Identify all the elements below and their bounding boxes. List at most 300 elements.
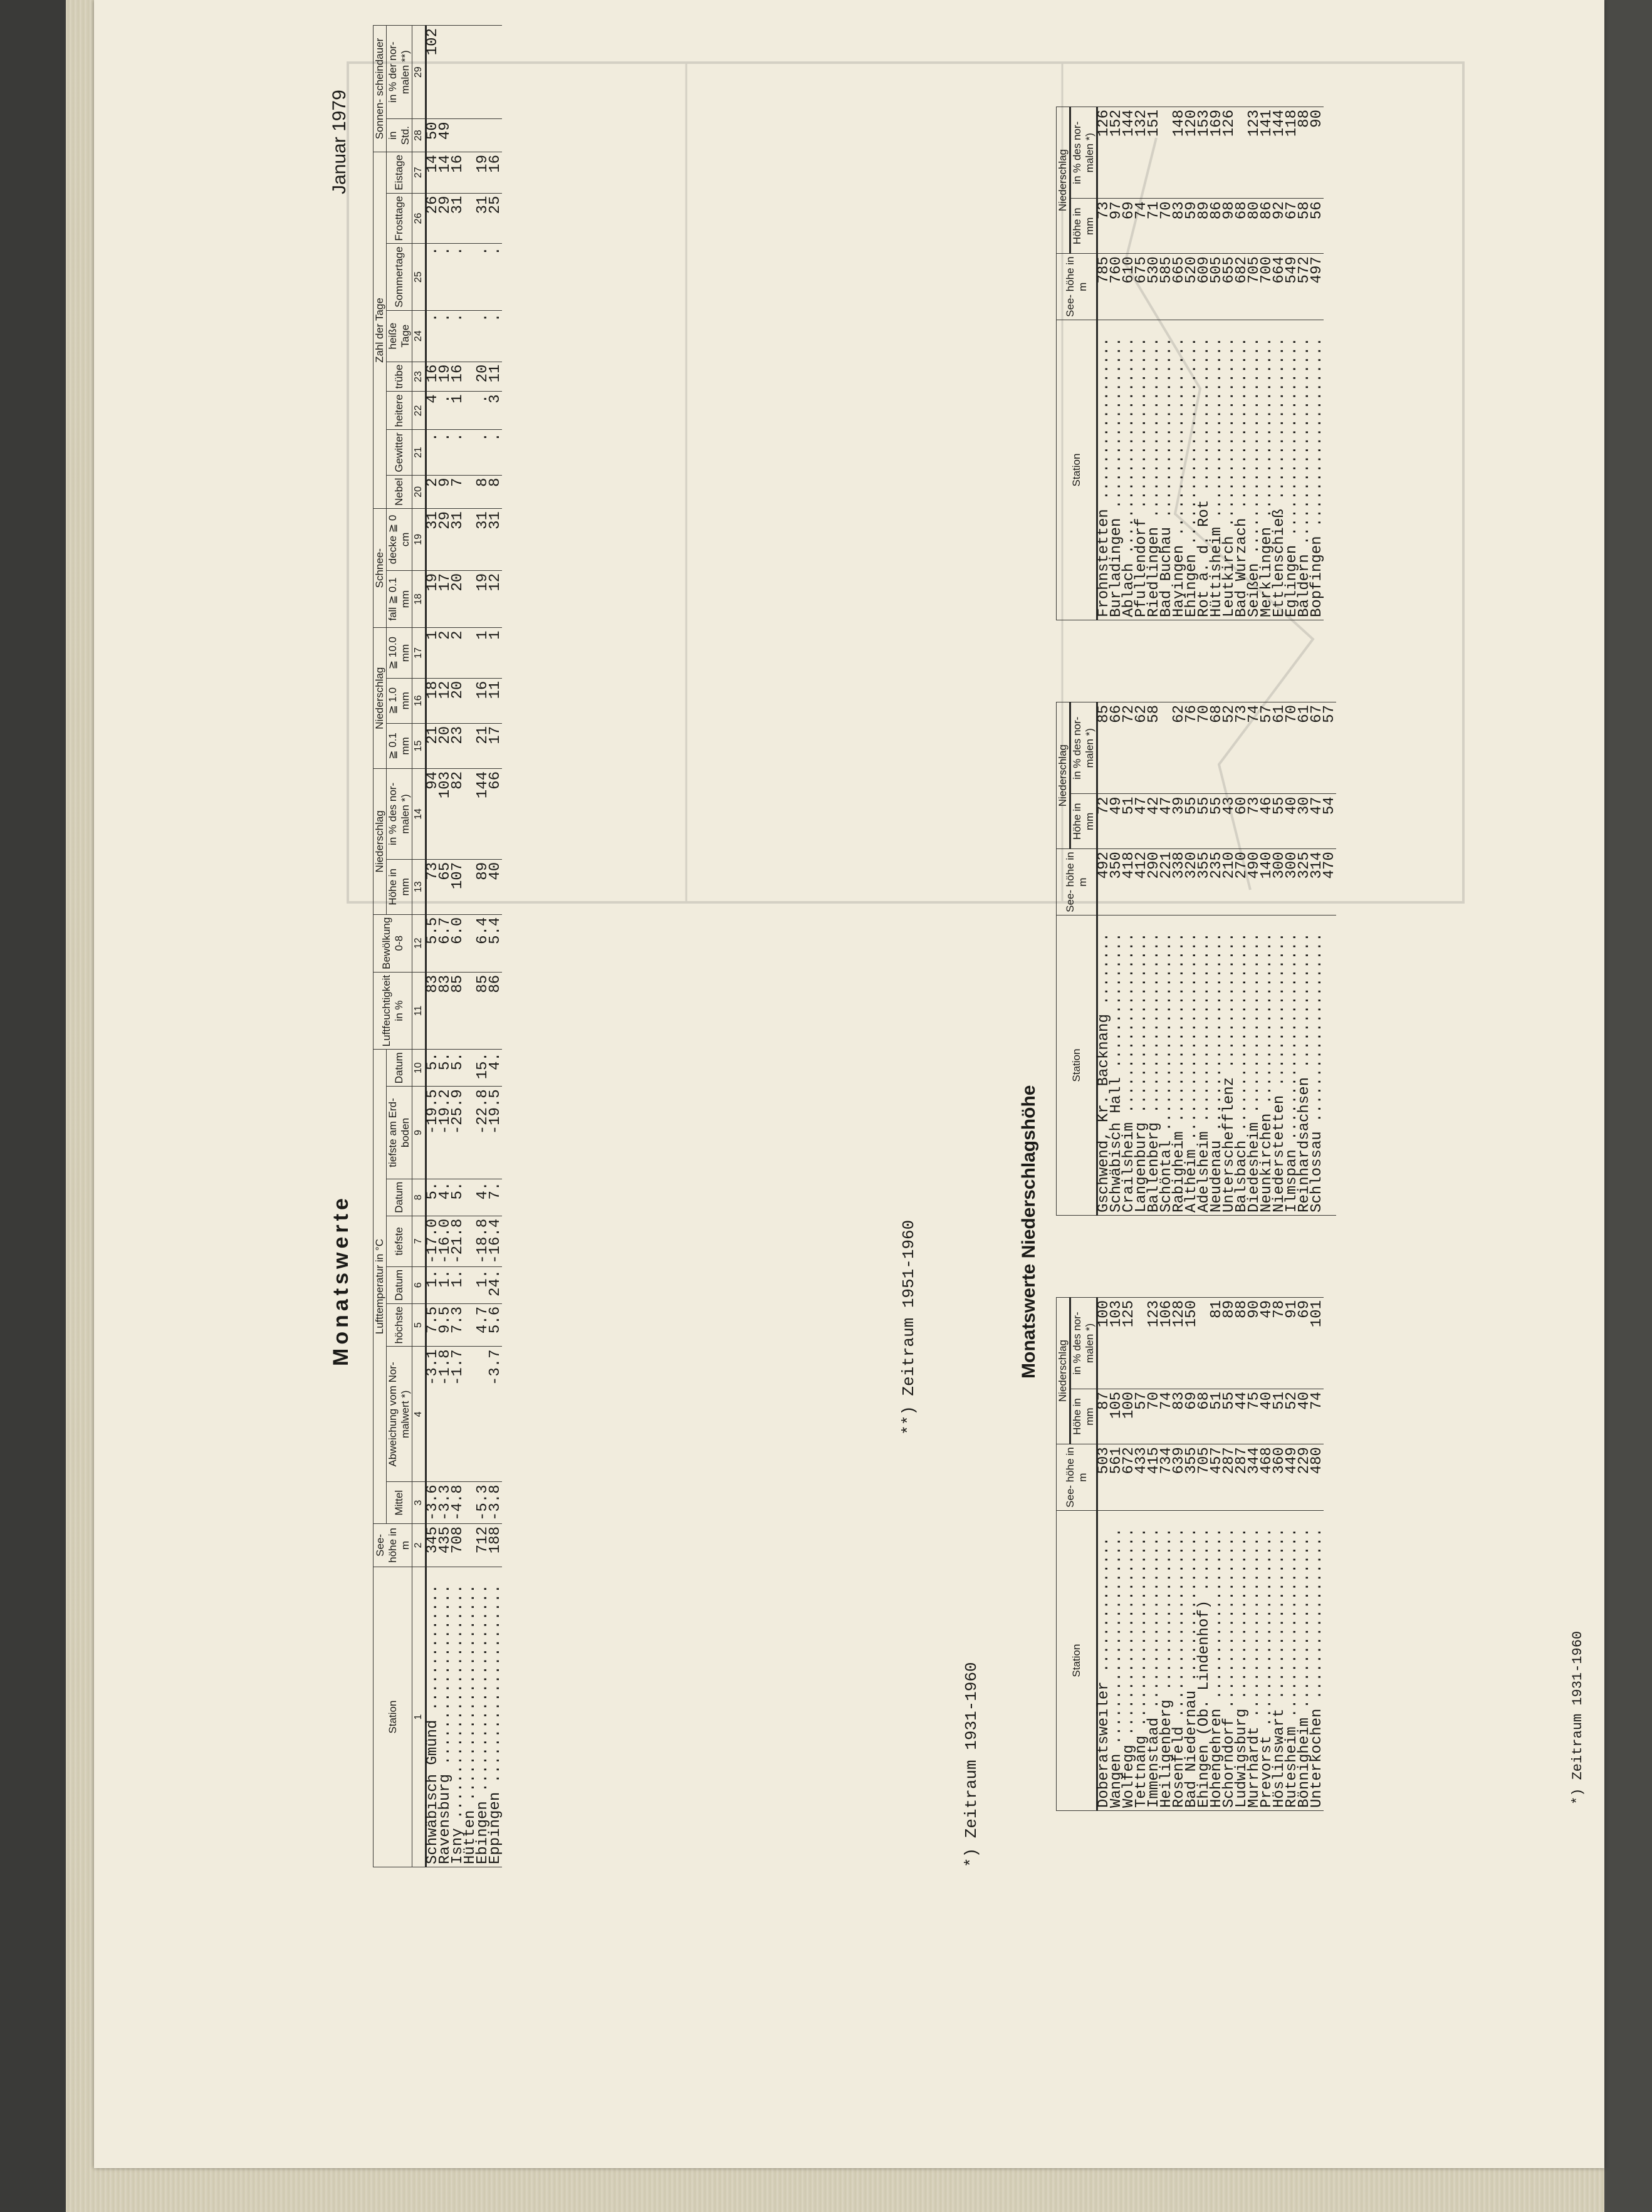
column-number: 22 bbox=[412, 392, 426, 430]
table-cell: 69 bbox=[1186, 1389, 1198, 1444]
table-cell: 59 bbox=[1186, 199, 1198, 254]
table-cell: 25 bbox=[489, 193, 502, 244]
station-name: Hüttisheim .................... bbox=[1211, 320, 1223, 620]
table-cell: 433 bbox=[1136, 1444, 1148, 1511]
table-cell: 5.4 bbox=[489, 914, 502, 972]
table-cell: -22.8 bbox=[477, 1087, 489, 1179]
station-name: Burladingen ................... bbox=[1111, 320, 1123, 620]
table-cell: 4. bbox=[439, 1179, 452, 1216]
column-number: 8 bbox=[412, 1179, 426, 1216]
column-number: 23 bbox=[412, 362, 426, 392]
table-cell: 47 bbox=[1136, 794, 1148, 849]
table-cell: 62 bbox=[1173, 702, 1186, 794]
station-name: Balsbach ...................... bbox=[1236, 916, 1248, 1216]
table-row bbox=[1311, 1298, 1324, 1811]
table-cell: 31 bbox=[489, 509, 502, 571]
p1-th-seehoehe: See- höhe in m bbox=[1057, 1444, 1097, 1511]
table-cell: 490 bbox=[1248, 849, 1261, 916]
th-sonne-prozent: in % der nor- malen **) bbox=[387, 26, 412, 119]
table-cell: 86 bbox=[1261, 199, 1273, 254]
th-datum-2: Datum bbox=[387, 1179, 412, 1216]
table-cell: . bbox=[489, 244, 502, 310]
station-name: Neudenau ...................... bbox=[1211, 916, 1223, 1216]
th-mittel: Mittel bbox=[387, 1482, 412, 1524]
station-name: Schöntal ...................... bbox=[1161, 916, 1173, 1216]
table-cell: 665 bbox=[1173, 254, 1186, 320]
table-cell: 40 bbox=[1299, 1389, 1311, 1444]
table-cell: 144 bbox=[1273, 107, 1286, 199]
table-cell: 734 bbox=[1161, 1444, 1173, 1511]
station-name: Wolfegg ....................... bbox=[1123, 1511, 1136, 1811]
station-name: Tettnang ...................... bbox=[1136, 1511, 1148, 1811]
table-cell: 90 bbox=[1311, 107, 1324, 199]
precipitation-title: Monatswerte Niederschlagshöhe bbox=[1018, 1085, 1039, 1379]
table-cell: 19 bbox=[439, 362, 452, 392]
table-cell: 708 bbox=[452, 1524, 464, 1567]
table-cell: 126 bbox=[1223, 107, 1236, 199]
table-cell: 14 bbox=[426, 152, 440, 193]
table-cell: 42 bbox=[1148, 794, 1161, 849]
table-cell: 705 bbox=[1248, 254, 1261, 320]
table-cell: 682 bbox=[1236, 254, 1248, 320]
table-cell: 290 bbox=[1148, 849, 1161, 916]
th-ge-0-1: ≧ 0.1 mm bbox=[387, 723, 412, 768]
station-name: Eppingen ...................... bbox=[489, 1567, 502, 1867]
table-cell: 83 bbox=[1173, 1389, 1186, 1444]
table-cell: 123 bbox=[1148, 1298, 1161, 1389]
table-cell: . bbox=[489, 430, 502, 475]
table-cell: 70 bbox=[1198, 702, 1211, 794]
table-cell: 55 bbox=[1211, 794, 1223, 849]
table-cell: 74 bbox=[1248, 702, 1261, 794]
table-cell: 31 bbox=[477, 509, 489, 571]
table-cell: 85 bbox=[452, 972, 464, 1049]
table-cell: . bbox=[426, 244, 440, 310]
table-cell: . bbox=[489, 310, 502, 362]
column-number: 21 bbox=[412, 430, 426, 475]
th-datum-3: Datum bbox=[387, 1050, 412, 1087]
table-cell: 89 bbox=[477, 859, 489, 914]
table-cell: 73 bbox=[426, 859, 440, 914]
table-cell: 57 bbox=[1136, 1389, 1148, 1444]
table-cell: 56 bbox=[1311, 199, 1324, 254]
th-heisse-tage: heiße Tage bbox=[387, 310, 412, 362]
th-sommertage: Sommertage bbox=[387, 244, 412, 310]
p1-th-niederschlag: Niederschlag bbox=[1057, 1298, 1070, 1444]
p1-th-station: Station bbox=[1057, 1511, 1097, 1811]
table-cell: 188 bbox=[489, 1524, 502, 1567]
p3-th-prozent: in % des nor- malen *) bbox=[1070, 107, 1097, 199]
table-cell: 19 bbox=[426, 570, 440, 628]
table-cell: . bbox=[477, 244, 489, 310]
table-cell: 66 bbox=[1111, 702, 1123, 794]
table-cell: 1. bbox=[477, 1266, 489, 1303]
footnote-1951-1960: **) Zeitraum 1951-1960 bbox=[899, 1219, 918, 1435]
station-name: Langenburg .................... bbox=[1136, 916, 1148, 1216]
table-cell: 418 bbox=[1123, 849, 1136, 916]
table-cell: 71 bbox=[1148, 199, 1161, 254]
table-cell: 221 bbox=[1161, 849, 1173, 916]
table-cell: -3.6 bbox=[426, 1482, 440, 1524]
table-cell: 55 bbox=[1198, 794, 1211, 849]
table-cell bbox=[464, 26, 477, 119]
column-number: 15 bbox=[412, 723, 426, 768]
table-cell: 7. bbox=[489, 1179, 502, 1216]
table-cell: -3.7 bbox=[489, 1347, 502, 1482]
th-schneefall: fall ≧ 0.1 mm bbox=[387, 570, 412, 628]
table-cell: 360 bbox=[1273, 1444, 1286, 1511]
table-cell: -21.8 bbox=[452, 1216, 464, 1266]
th-tiefste: tiefste bbox=[387, 1216, 412, 1266]
station-name: Ludwigsburg ................... bbox=[1236, 1511, 1248, 1811]
station-name: Altheim ....................... bbox=[1186, 916, 1198, 1216]
station-name: Schorndorf .................... bbox=[1223, 1511, 1236, 1811]
table-cell: . bbox=[452, 310, 464, 362]
table-cell: 46 bbox=[1261, 794, 1273, 849]
table-cell: . bbox=[426, 310, 440, 362]
station-name: Bopfingen ..................... bbox=[1311, 320, 1324, 620]
station-name: Bad Wurzach ................... bbox=[1236, 320, 1248, 620]
precipitation-body-2 bbox=[1097, 702, 1337, 1216]
table-cell: -19.5 bbox=[426, 1087, 440, 1179]
table-cell: 785 bbox=[1097, 254, 1111, 320]
table-cell: 17 bbox=[439, 570, 452, 628]
table-cell bbox=[452, 26, 464, 119]
th-datum-1: Datum bbox=[387, 1266, 412, 1303]
table-cell bbox=[464, 119, 477, 152]
station-name: Schlossau ..................... bbox=[1311, 916, 1324, 1216]
th-hoechste: höchste bbox=[387, 1303, 412, 1347]
table-cell: 70 bbox=[1286, 702, 1299, 794]
table-cell: -17.0 bbox=[426, 1216, 440, 1266]
table-cell: 435 bbox=[439, 1524, 452, 1567]
column-number: 19 bbox=[412, 509, 426, 571]
column-number: 29 bbox=[412, 26, 426, 119]
table-cell: 107 bbox=[452, 859, 464, 914]
table-cell: -3.3 bbox=[439, 1482, 452, 1524]
table-cell: 2 bbox=[439, 628, 452, 678]
column-number: 12 bbox=[412, 914, 426, 972]
table-cell: 19 bbox=[477, 152, 489, 193]
table-cell: 102 bbox=[426, 26, 440, 119]
table-cell: 47 bbox=[1161, 794, 1173, 849]
table-cell: 639 bbox=[1173, 1444, 1186, 1511]
p3-th-seehoehe: See- höhe in m bbox=[1057, 254, 1097, 320]
table-cell: 73 bbox=[1236, 702, 1248, 794]
th-hoehe-mm: Höhe in mm bbox=[387, 859, 412, 914]
table-cell: . bbox=[439, 392, 452, 430]
column-number: 7 bbox=[412, 1216, 426, 1266]
table-cell: 29 bbox=[439, 193, 452, 244]
table-cell: 40 bbox=[489, 859, 502, 914]
station-name: Unterschefflenz ............... bbox=[1223, 916, 1236, 1216]
station-name: Ehingen ....................... bbox=[1186, 320, 1198, 620]
table-cell: 123 bbox=[1248, 107, 1261, 199]
table-cell: 480 bbox=[1311, 1444, 1324, 1511]
station-name: Reinhardsachsen ............... bbox=[1299, 916, 1311, 1216]
table-cell: 58 bbox=[1148, 702, 1161, 794]
table-cell: 67 bbox=[1286, 199, 1299, 254]
th-tiefste-erdboden: tiefste am Erd- boden bbox=[387, 1087, 412, 1179]
table-cell: 19 bbox=[477, 570, 489, 628]
table-cell: 287 bbox=[1236, 1444, 1248, 1511]
station-name: Bönnigheim .................... bbox=[1299, 1511, 1311, 1811]
table-cell: 5. bbox=[452, 1179, 464, 1216]
table-cell: 287 bbox=[1223, 1444, 1236, 1511]
table-cell: 1. bbox=[452, 1266, 464, 1303]
table-cell: 55 bbox=[1223, 1389, 1236, 1444]
table-cell: 549 bbox=[1286, 254, 1299, 320]
column-number: 18 bbox=[412, 570, 426, 628]
table-cell: 561 bbox=[1111, 1444, 1123, 1511]
table-cell: 144 bbox=[1123, 107, 1136, 199]
table-cell: 90 bbox=[1248, 1298, 1261, 1389]
table-cell: 85 bbox=[1097, 702, 1111, 794]
table-cell: 49 bbox=[1111, 794, 1123, 849]
column-number: 16 bbox=[412, 678, 426, 723]
column-number: 28 bbox=[412, 119, 426, 152]
precipitation-table-1 bbox=[1056, 1297, 1324, 1811]
table-cell: 6.4 bbox=[477, 914, 489, 972]
column-number: 3 bbox=[412, 1482, 426, 1524]
th-nebel: Nebel bbox=[387, 475, 412, 508]
table-cell: 91 bbox=[1286, 1298, 1299, 1389]
table-cell bbox=[439, 26, 452, 119]
column-number: 26 bbox=[412, 193, 426, 244]
table-cell: 86 bbox=[1211, 199, 1223, 254]
table-cell: 31 bbox=[426, 509, 440, 571]
station-name: Bad Niedernau ................. bbox=[1186, 1511, 1198, 1811]
th-prozent-normal: in % des nor- malen *) bbox=[387, 769, 412, 860]
table-cell: 40 bbox=[1261, 1389, 1273, 1444]
scanner-right-margin bbox=[1604, 0, 1652, 2212]
table-cell: 23 bbox=[452, 723, 464, 768]
table-cell: 12 bbox=[489, 570, 502, 628]
station-name: Prevorst ...................... bbox=[1261, 1511, 1273, 1811]
table-cell: 449 bbox=[1286, 1444, 1299, 1511]
table-cell: 6.7 bbox=[439, 914, 452, 972]
table-cell: 78 bbox=[1273, 1298, 1286, 1389]
th-sonne-std: in Std. bbox=[387, 119, 412, 152]
table-cell: 229 bbox=[1299, 1444, 1311, 1511]
station-name: Rot a. d. Rot ................. bbox=[1198, 320, 1211, 620]
th-ge-1-0: ≧ 1.0 mm bbox=[387, 678, 412, 723]
table-cell: 314 bbox=[1311, 849, 1324, 916]
table-cell: 18 bbox=[426, 678, 440, 723]
table-cell: 73 bbox=[1248, 794, 1261, 849]
table-cell: 492 bbox=[1097, 849, 1111, 916]
table-cell bbox=[452, 119, 464, 152]
table-cell: 712 bbox=[477, 1524, 489, 1567]
table-cell: 655 bbox=[1223, 254, 1236, 320]
station-name: Ravensburg .................... bbox=[439, 1567, 452, 1867]
table-cell: 103 bbox=[1111, 1298, 1123, 1389]
station-name: Schwäbisch Gmünd .............. bbox=[426, 1567, 440, 1867]
footnote-precipitation: *) Zeitraum 1931-1960 bbox=[1570, 1630, 1586, 1805]
table-cell: 92 bbox=[1273, 199, 1286, 254]
column-number: 20 bbox=[412, 475, 426, 508]
table-cell: 52 bbox=[1286, 1389, 1299, 1444]
table-cell: 29 bbox=[439, 509, 452, 571]
th-eistage: Eistage bbox=[387, 152, 412, 193]
column-number: 10 bbox=[412, 1050, 426, 1087]
precipitation-body-1 bbox=[1097, 1298, 1324, 1811]
table-cell: 338 bbox=[1173, 849, 1186, 916]
table-cell: 105 bbox=[1111, 1389, 1123, 1444]
column-number: 17 bbox=[412, 628, 426, 678]
station-name: Ablach ........................ bbox=[1123, 320, 1136, 620]
th-niederschlag: Niederschlag bbox=[374, 769, 387, 915]
table-row bbox=[1311, 702, 1324, 1216]
table-cell: 530 bbox=[1148, 254, 1161, 320]
table-cell: 9.5 bbox=[439, 1303, 452, 1347]
table-cell: -16.4 bbox=[489, 1216, 502, 1266]
table-row bbox=[1311, 107, 1324, 620]
table-cell: 52 bbox=[1223, 702, 1236, 794]
table-cell: 58 bbox=[1299, 199, 1311, 254]
th-bewoelkung: Bewölkung 0-8 bbox=[374, 914, 412, 972]
table-cell: 51 bbox=[1211, 1389, 1223, 1444]
table-cell: 49 bbox=[439, 119, 452, 152]
table-cell: 94 bbox=[426, 769, 440, 860]
station-name: Baldern ....................... bbox=[1299, 320, 1311, 620]
table-cell: 4. bbox=[489, 1050, 502, 1087]
table-cell: 73 bbox=[1097, 199, 1111, 254]
table-cell: 26 bbox=[426, 193, 440, 244]
station-name: Ballenberg .................... bbox=[1148, 916, 1161, 1216]
column-number: 25 bbox=[412, 244, 426, 310]
station-name bbox=[1324, 916, 1336, 1216]
column-number: 24 bbox=[412, 310, 426, 362]
table-cell: -16.0 bbox=[439, 1216, 452, 1266]
table-cell: 585 bbox=[1161, 254, 1173, 320]
table-cell: 15. bbox=[477, 1050, 489, 1087]
table-cell: 100 bbox=[1123, 1389, 1136, 1444]
table-cell: 1 bbox=[477, 628, 489, 678]
table-cell: 1 bbox=[452, 392, 464, 430]
table-cell: 43 bbox=[1223, 794, 1236, 849]
table-cell: 355 bbox=[1198, 849, 1211, 916]
table-cell: 55 bbox=[1186, 794, 1198, 849]
station-name: Ilmspan ....................... bbox=[1286, 916, 1299, 1216]
table-cell: 98 bbox=[1223, 199, 1236, 254]
table-cell: 82 bbox=[452, 769, 464, 860]
column-number: 11 bbox=[412, 972, 426, 1049]
table-cell: 66 bbox=[489, 769, 502, 860]
table-cell: 67 bbox=[1311, 702, 1324, 794]
table-cell: 470 bbox=[1324, 849, 1336, 916]
table-cell: 51 bbox=[1123, 794, 1136, 849]
station-name: Heiligenberg .................. bbox=[1161, 1511, 1173, 1811]
station-name: Unterkochen ................... bbox=[1311, 1511, 1324, 1811]
table-cell: 1 bbox=[426, 628, 440, 678]
table-cell: 68 bbox=[1211, 702, 1223, 794]
table-cell: 21 bbox=[426, 723, 440, 768]
station-name: Immenstaad .................... bbox=[1148, 1511, 1161, 1811]
station-name: Adelsheim ..................... bbox=[1198, 916, 1211, 1216]
table-cell: 572 bbox=[1299, 254, 1311, 320]
station-name: Rabigheim ..................... bbox=[1173, 916, 1186, 1216]
column-number: 27 bbox=[412, 152, 426, 193]
table-cell: 20 bbox=[452, 570, 464, 628]
page-date: Januar 1979 bbox=[329, 90, 350, 194]
table-cell: 30 bbox=[1299, 794, 1311, 849]
th-truebe: trübe bbox=[387, 362, 412, 392]
table-cell: 5. bbox=[452, 1050, 464, 1087]
table-cell: 70 bbox=[1148, 1389, 1161, 1444]
table-cell: 5. bbox=[426, 1050, 440, 1087]
station-name: Murrhardt ..................... bbox=[1248, 1511, 1261, 1811]
table-cell: 50 bbox=[426, 119, 440, 152]
table-cell: 72 bbox=[1123, 702, 1136, 794]
table-cell: 151 bbox=[1148, 107, 1161, 199]
table-cell: 169 bbox=[1211, 107, 1223, 199]
rotated-page-content bbox=[216, 0, 1595, 2049]
table-cell: 88 bbox=[1299, 107, 1311, 199]
th-frosttage: Frosttage bbox=[387, 193, 412, 244]
table-cell: 210 bbox=[1223, 849, 1236, 916]
table-cell: 16 bbox=[452, 152, 464, 193]
p1-th-hoehe: Höhe in mm bbox=[1070, 1389, 1097, 1444]
table-cell: 101 bbox=[1311, 1298, 1324, 1389]
p3-th-niederschlag: Niederschlag bbox=[1057, 107, 1070, 254]
table-cell: 8 bbox=[477, 475, 489, 508]
table-cell: 24. bbox=[489, 1266, 502, 1303]
column-number: 4 bbox=[412, 1347, 426, 1482]
precipitation-table-3 bbox=[1056, 107, 1324, 620]
table-row bbox=[1324, 702, 1336, 1216]
table-cell: 355 bbox=[1186, 1444, 1198, 1511]
table-cell: 7.5 bbox=[426, 1303, 440, 1347]
station-name: Höslinswart ................... bbox=[1273, 1511, 1286, 1811]
th-sonnenscheindauer: Sonnen- scheindauer bbox=[374, 26, 387, 152]
table-cell: 4. bbox=[477, 1179, 489, 1216]
table-cell: 2 bbox=[426, 475, 440, 508]
table-cell: . bbox=[452, 430, 464, 475]
table-cell: 344 bbox=[1248, 1444, 1261, 1511]
table-cell: 106 bbox=[1161, 1298, 1173, 1389]
table-cell: 675 bbox=[1136, 254, 1148, 320]
table-cell: 83 bbox=[439, 972, 452, 1049]
table-cell: 31 bbox=[452, 509, 464, 571]
station-name: Hayingen ...................... bbox=[1173, 320, 1186, 620]
table-cell: 7 bbox=[452, 475, 464, 508]
table-cell: -25.9 bbox=[452, 1087, 464, 1179]
p2-th-hoehe: Höhe in mm bbox=[1070, 794, 1097, 849]
table-cell: 2 bbox=[452, 628, 464, 678]
station-name: Frohnstetten .................. bbox=[1097, 320, 1111, 620]
table-cell: 1. bbox=[439, 1266, 452, 1303]
table-cell: 31 bbox=[452, 193, 464, 244]
column-number: 1 bbox=[412, 1567, 426, 1867]
p2-th-seehoehe: See- höhe in m bbox=[1057, 849, 1097, 916]
table-cell: 16 bbox=[477, 678, 489, 723]
table-cell: 3 bbox=[489, 392, 502, 430]
th-abweichung: Abweichung vom Nor- malwert *) bbox=[387, 1347, 412, 1482]
table-cell: . bbox=[477, 430, 489, 475]
th-zahl-der-tage: Zahl der Tage bbox=[374, 152, 387, 508]
station-name: Rosenfeld ..................... bbox=[1173, 1511, 1186, 1811]
table-cell: -1.8 bbox=[439, 1347, 452, 1482]
station-name: Wangen ........................ bbox=[1111, 1511, 1123, 1811]
station-name: Hohengehren ................... bbox=[1211, 1511, 1223, 1811]
table-cell: 140 bbox=[1261, 849, 1273, 916]
column-number: 2 bbox=[412, 1524, 426, 1567]
table-cell: . bbox=[439, 310, 452, 362]
table-cell: 497 bbox=[1311, 254, 1324, 320]
page-title: Monatswerte bbox=[329, 1194, 353, 1366]
table-cell: . bbox=[439, 244, 452, 310]
